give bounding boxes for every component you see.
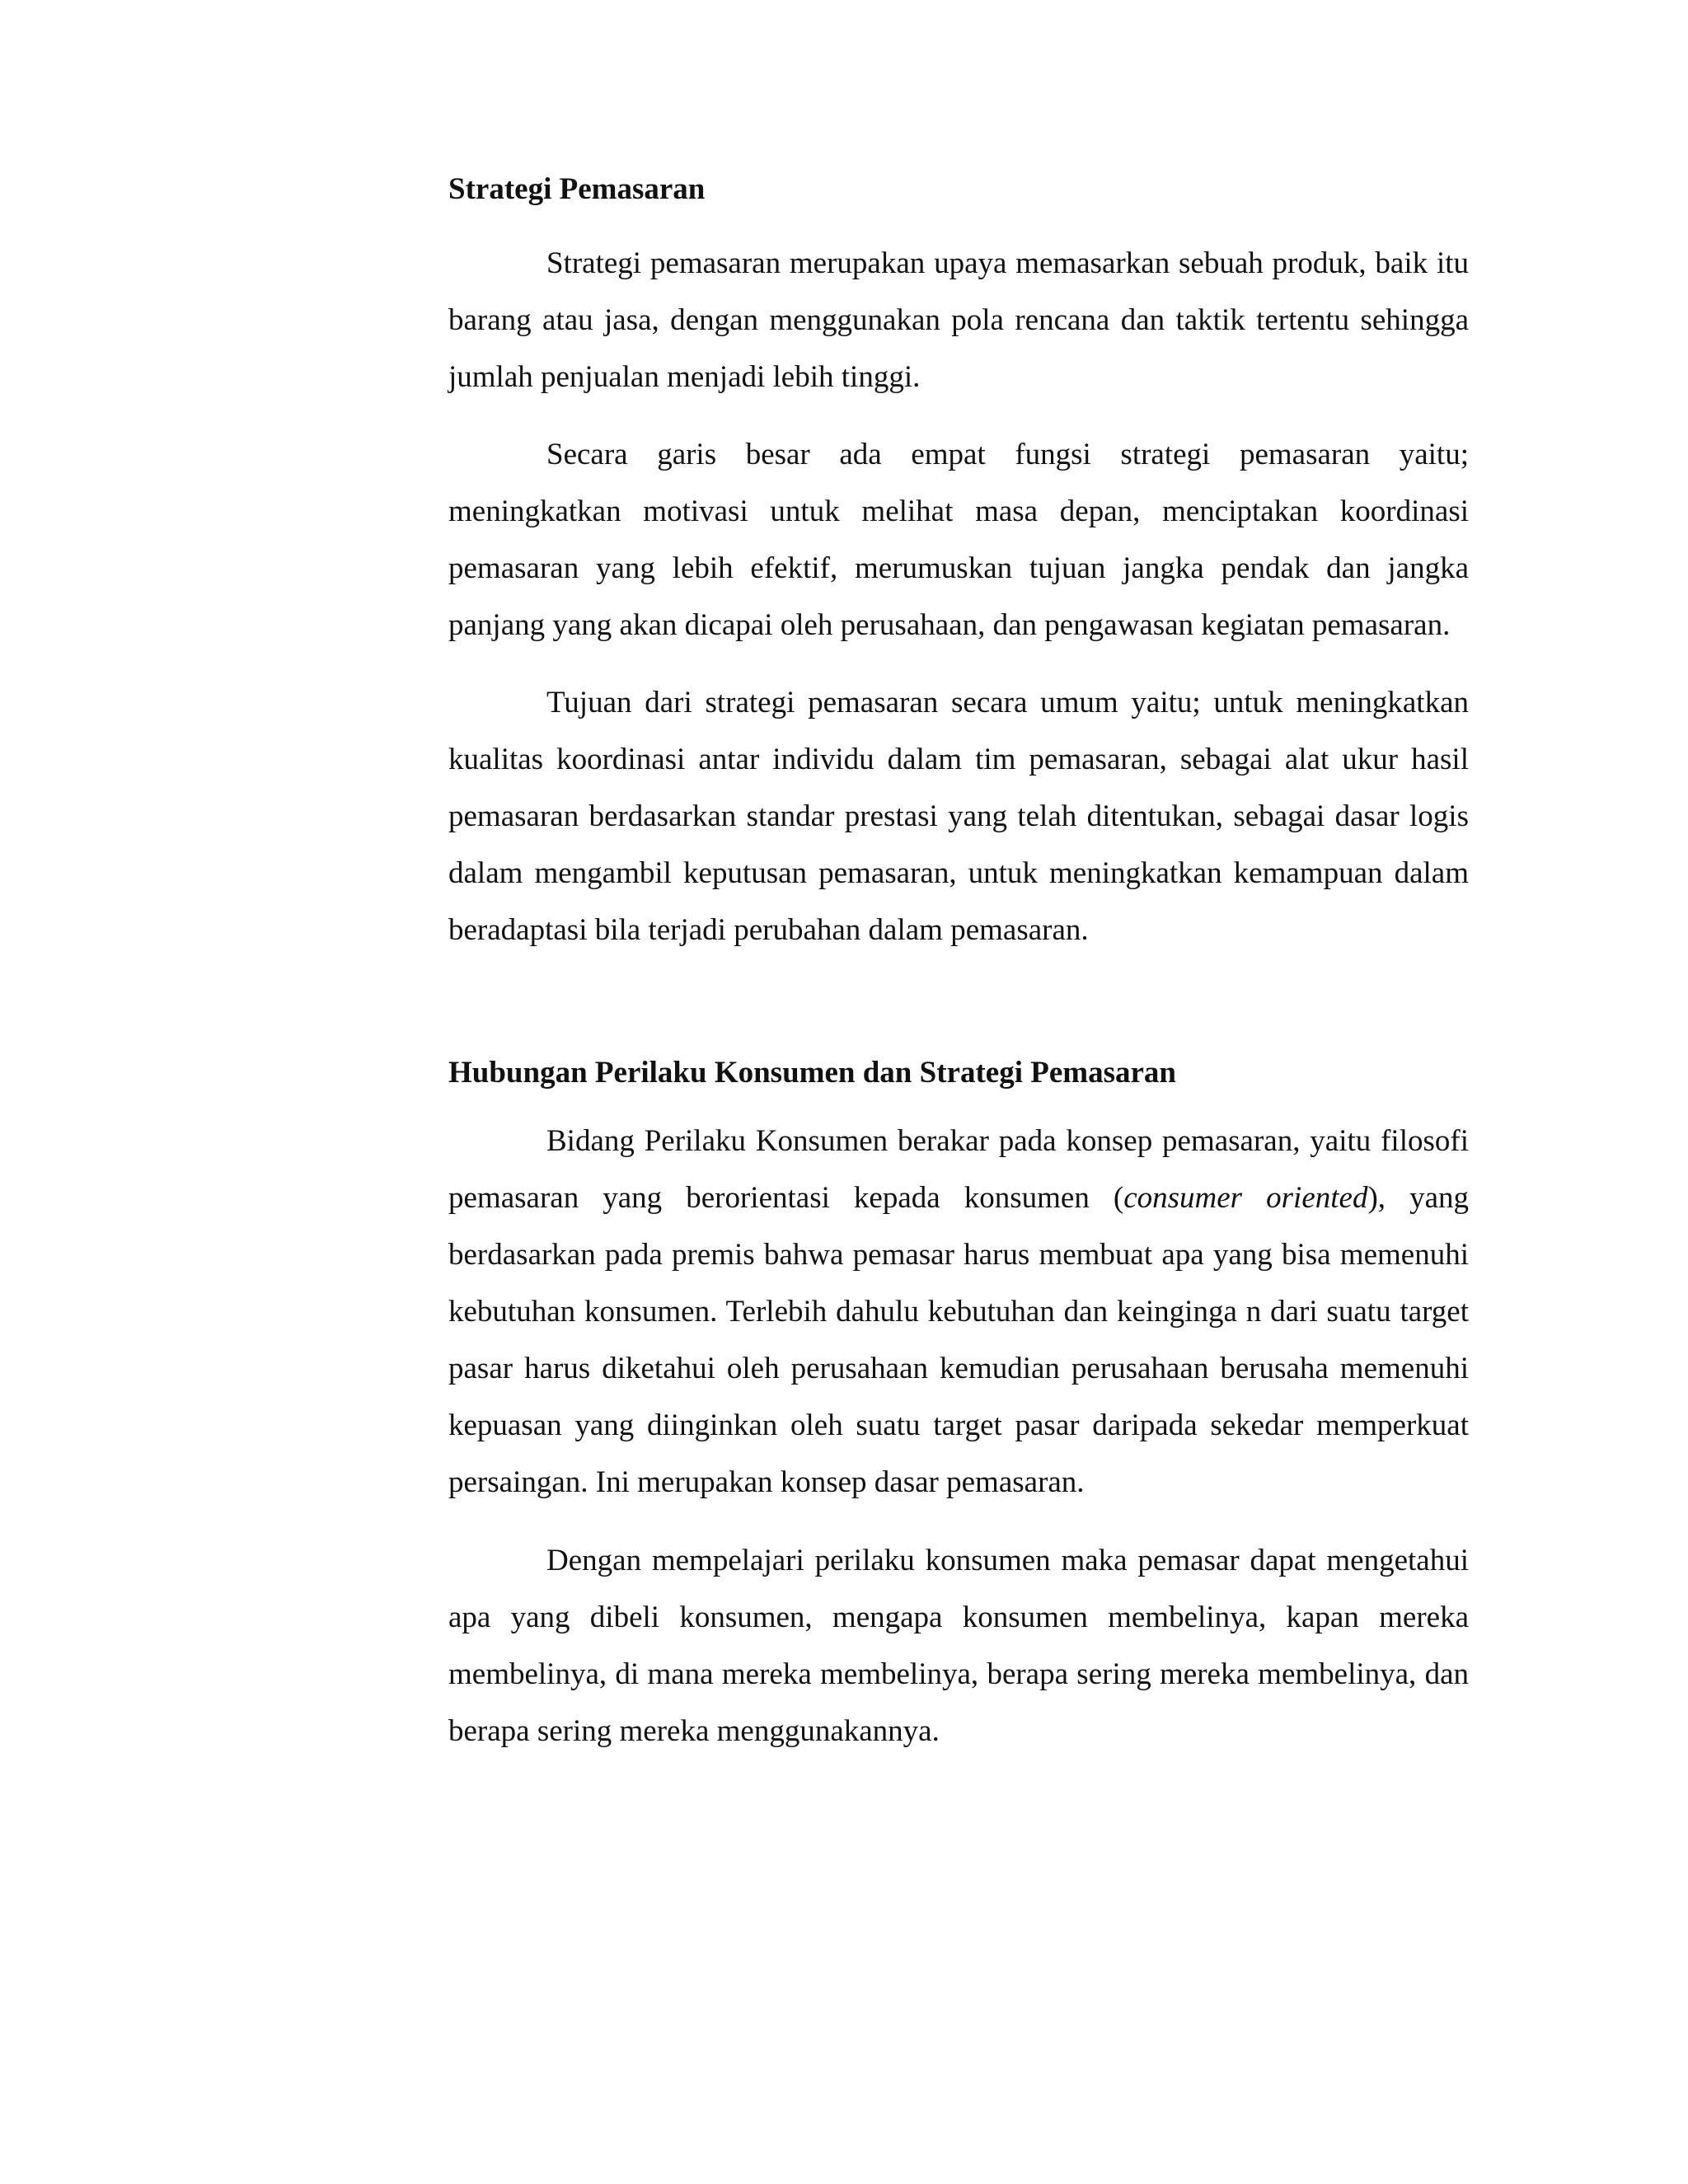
paragraph-text-part2: ), yang berdasarkan pada premis bahwa pemasar harus membuat apa yang bisa memenuhi kebutuhan konsumen. Terlebih dahulu kebutuhan dan keinginga n dari suatu target pasar harus diketahui oleh perusahaan kemudian perusahaan berusaha memenuhi kepuasan yang diinginkan oleh suatu target pasar daripada sekedar memperkuat persaingan. Ini merupakan konsep dasar pemasaran.	[448, 1181, 1470, 1499]
paragraph-learning-behavior: Dengan mempelajari perilaku konsumen maka pemasar dapat mengetahui apa yang dibeli konsumen, mengapa konsumen membelinya, kapan mereka membelinya, di mana mereka membelinya, berapa sering mereka membelinya, dan berapa sering mereka menggunakannya.	[448, 1544, 1469, 1748]
paragraph-objectives: Tujuan dari strategi pemasaran secara umum yaitu; untuk meningkatkan kualitas koordinasi antar individu dalam tim pemasaran, sebagai alat ukur hasil pemasaran berdasarkan standar prestasi yang telah ditentukan, sebagai dasar logis dalam mengambil keputusan pemasaran, untuk meningkatkan kemampuan dalam beradaptasi bila terjadi perubahan dalam pemasaran.	[448, 686, 1469, 947]
paragraph-functions: Secara garis besar ada empat fungsi strategi pemasaran yaitu; meningkatkan motivasi untuk melihat masa depan, menciptakan koordinasi pemasaran yang lebih efektif, merumuskan tujuan jangka pendak dan jangka panjang yang akan dicapai oleh perusahaan, dan pengawasan kegiatan pemasaran.	[448, 438, 1469, 642]
paragraph-definition: Strategi pemasaran merupakan upaya memasarkan sebuah produk, baik itu barang atau jasa, dengan menggunakan pola rencana dan taktik tertentu sehingga jumlah penjualan menjadi lebih tinggi.	[448, 246, 1469, 394]
paragraph-consumer-behavior	[448, 1113, 1469, 1511]
section-heading-hubungan: Hubungan Perilaku Konsumen dan Strategi Pemasaran	[448, 1056, 1176, 1090]
paragraph-text-part1: Bidang Perilaku Konsumen berakar pada konsep pemasaran, yaitu filosofi pemasaran yang berorientasi kepada konsumen (	[448, 1124, 1469, 1215]
italic-term: consumer oriented	[1123, 1181, 1368, 1215]
page-content	[448, 170, 1469, 1760]
section-heading-strategi-pemasaran: Strategi Pemasaran	[448, 172, 706, 206]
